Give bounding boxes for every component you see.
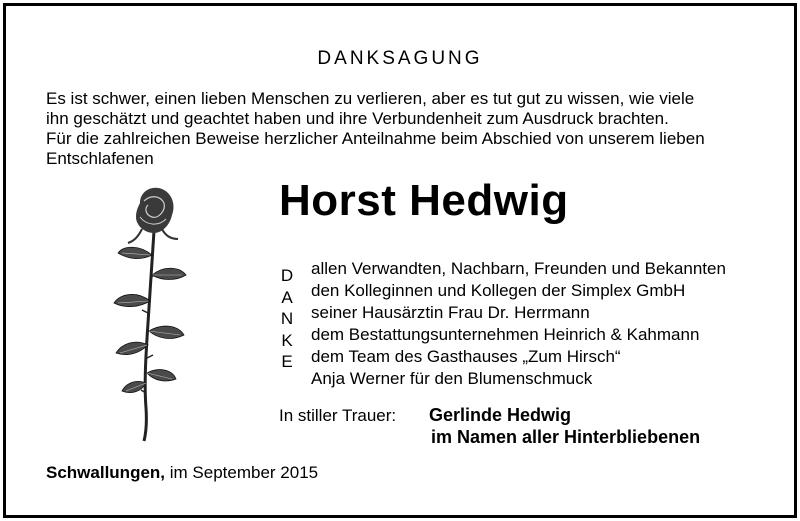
mourning-label: In stiller Trauer: (279, 406, 397, 425)
place-date (46, 463, 318, 483)
thanks-item: seiner Hausärztin Frau Dr. Herrmann (311, 303, 590, 322)
intro-line-3: Für die zahlreichen Beweise herzlicher Anteilnahme beim Abschied von unserem lieben (46, 129, 705, 148)
notice-heading: DANKSAGUNG (317, 48, 483, 69)
place-town: Schwallungen, (46, 463, 166, 482)
thanks-list (311, 258, 726, 390)
mourner-name: Gerlinde Hedwig (429, 405, 572, 425)
danke-letter: K (281, 330, 293, 350)
thanks-item: dem Team des Gasthauses „Zum Hirsch“ (311, 347, 621, 366)
deceased-name: Horst Hedwig (279, 176, 569, 225)
mourning-signature (429, 404, 700, 448)
thanks-item: dem Bestattungsunternehmen Heinrich & Kahmann (311, 325, 700, 344)
danke-letter: D (280, 266, 294, 285)
danke-vertical (278, 265, 296, 373)
intro-line-1: Es ist schwer, einen lieben Menschen zu verlieren, aber es tut gut zu wissen, wie viele (46, 89, 695, 108)
thanks-item: allen Verwandten, Nachbarn, Freunden und Bekannten (311, 259, 726, 278)
danke-letter: A (281, 287, 293, 307)
thanks-item: den Kolleginnen und Kollegen der Simplex GmbH (311, 281, 686, 300)
mourner-on-behalf: im Namen aller Hinterbliebenen (431, 427, 701, 447)
rose-icon (100, 183, 200, 445)
intro-text (46, 89, 761, 169)
thanks-item: Anja Werner für den Blumenschmuck (311, 369, 593, 388)
intro-line-2: ihn geschätzt und geachtet haben und ihre Verbundenheit zum Ausdruck brachten. (46, 109, 669, 128)
place-date-text: im September 2015 (169, 463, 319, 482)
danke-letter: E (281, 352, 293, 371)
intro-line-4: Entschlafenen (46, 149, 154, 168)
danke-letter: N (280, 309, 294, 328)
